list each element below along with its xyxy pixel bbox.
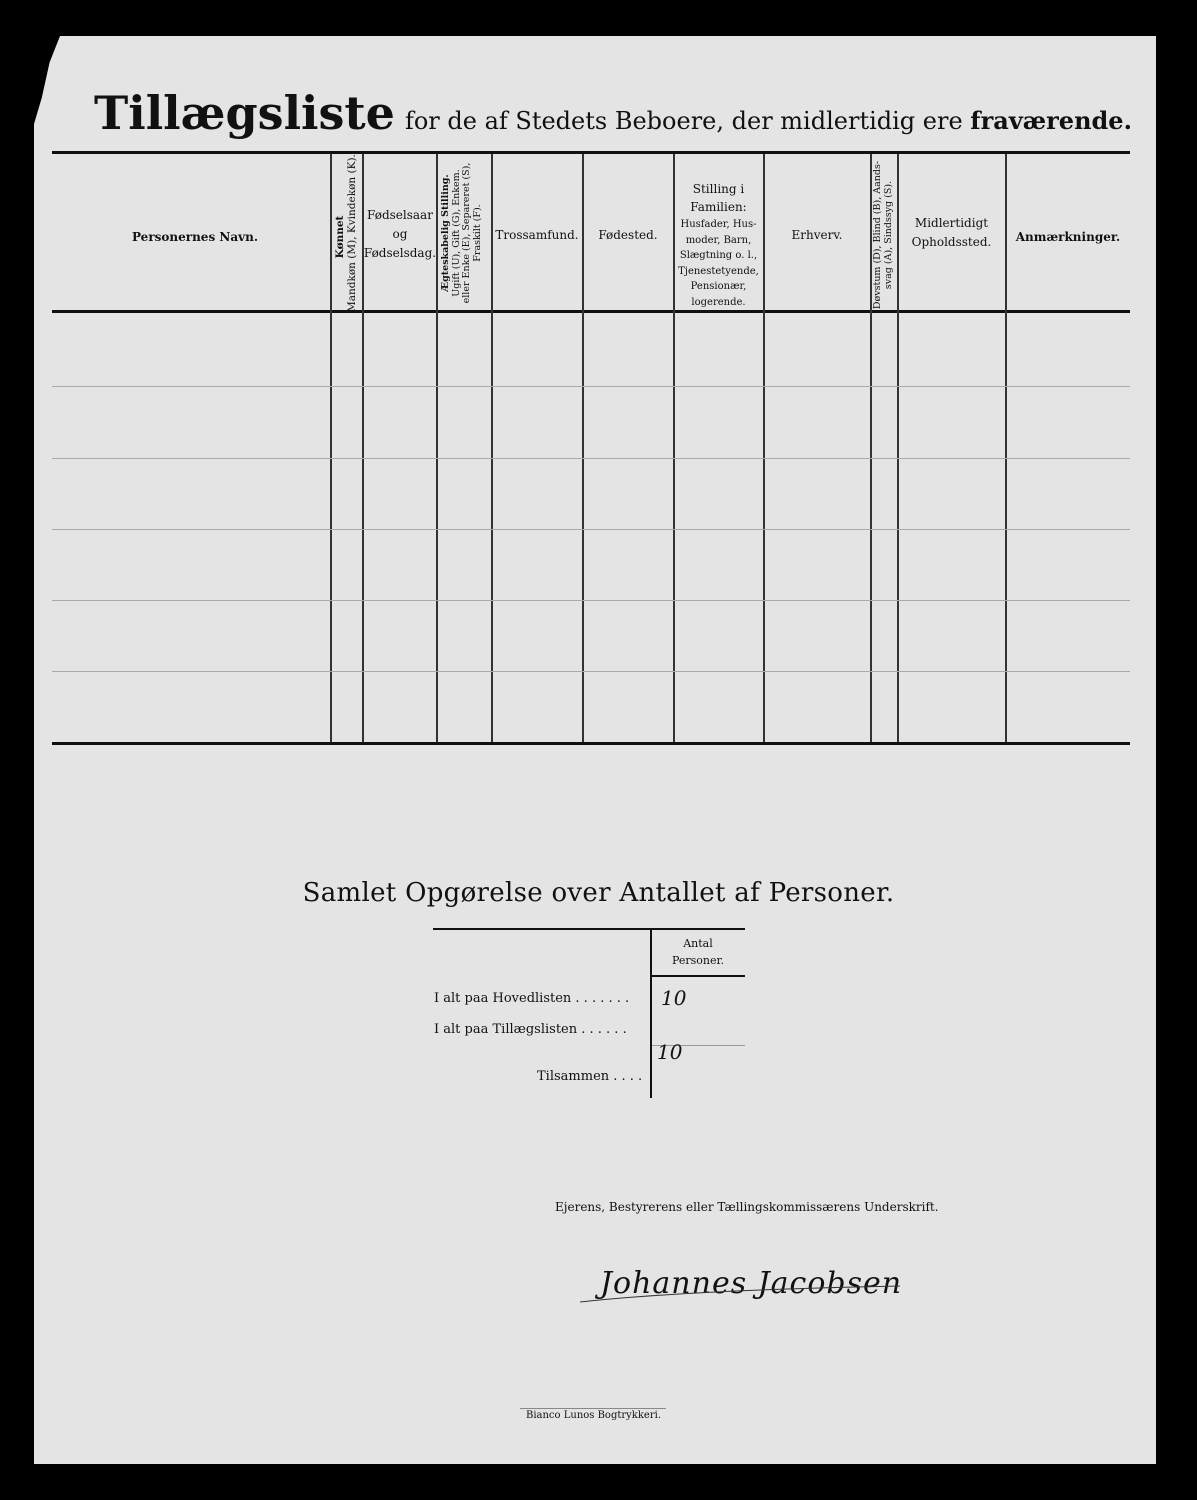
col-header-birthdate: Fødselsaar og Fødselsdag. [363,208,437,261]
col-header-disability: Døvstum (D), Blind (B), Aands- svag (A), Sindssyg (S). [872,160,894,310]
table-row [52,600,1130,601]
summary-main-list-value: 10 [661,986,687,1010]
form-title [94,86,1132,140]
summary-total-label: Tilsammen . . . . [537,1069,643,1084]
summary-divider [650,930,652,1098]
table-row [52,529,1130,530]
table-row [52,458,1130,459]
title-main: Tillægsliste [94,86,395,140]
summary-header-rule [652,975,745,977]
signature-caption: Ejerens, Bestyrerens eller Tællingskommissærens Underskrift. [555,1200,939,1214]
printer-imprint: Bianco Lunos Bogtrykkeri. [525,1410,661,1421]
col-header-occupation: Erhverv. [791,228,843,242]
summary-count-header: Antal Personer. [671,937,725,967]
summary-total-value: 10 [657,1040,683,1064]
col-header-names: Personernes Navn. [131,230,258,244]
table-row [52,671,1130,672]
printer-rule [520,1408,666,1409]
signature: Johannes Jacobsen [600,1266,903,1301]
title-subtitle: for de af Stedets Beboere, der midlertidig ere fraværende. [404,106,1132,135]
col-header-faith: Trossamfund. [495,228,579,242]
col-header-marital: Ægteskabelig Stilling. Ugift (U), Gift (G), Enkem. eller Enke (E), Separeret (S), Fraskilt (F). [440,162,483,304]
col-header-remarks: Anmærkninger. [1015,230,1121,244]
summary-top-rule [433,928,745,930]
summary-main-list-label: I alt paa Hovedlisten . . . . . . . [434,991,630,1006]
summary-supplement-label: I alt paa Tillægslisten . . . . . . [434,1022,627,1037]
col-header-family: Stilling i Familien: Husfader, Hus- moder, Barn, Slægtning o. l., Tjenestetyende, Pensionær, logerende. [678,182,759,308]
table-bottom-rule [52,742,1130,745]
summary-title: Samlet Opgørelse over Antallet af Personer. [302,878,895,908]
table-top-rule [52,151,1130,154]
header-bottom-rule [52,310,1130,313]
col-header-birthplace: Fødested. [598,228,658,242]
col-header-gender: Kønnet Mandkøn (M), Kvindekøn (K). [334,154,359,312]
col-header-residence: Midlertidigt Opholdssted. [911,216,992,250]
table-row [52,386,1130,387]
signature-underline [570,1250,910,1310]
col-divider [330,154,332,742]
